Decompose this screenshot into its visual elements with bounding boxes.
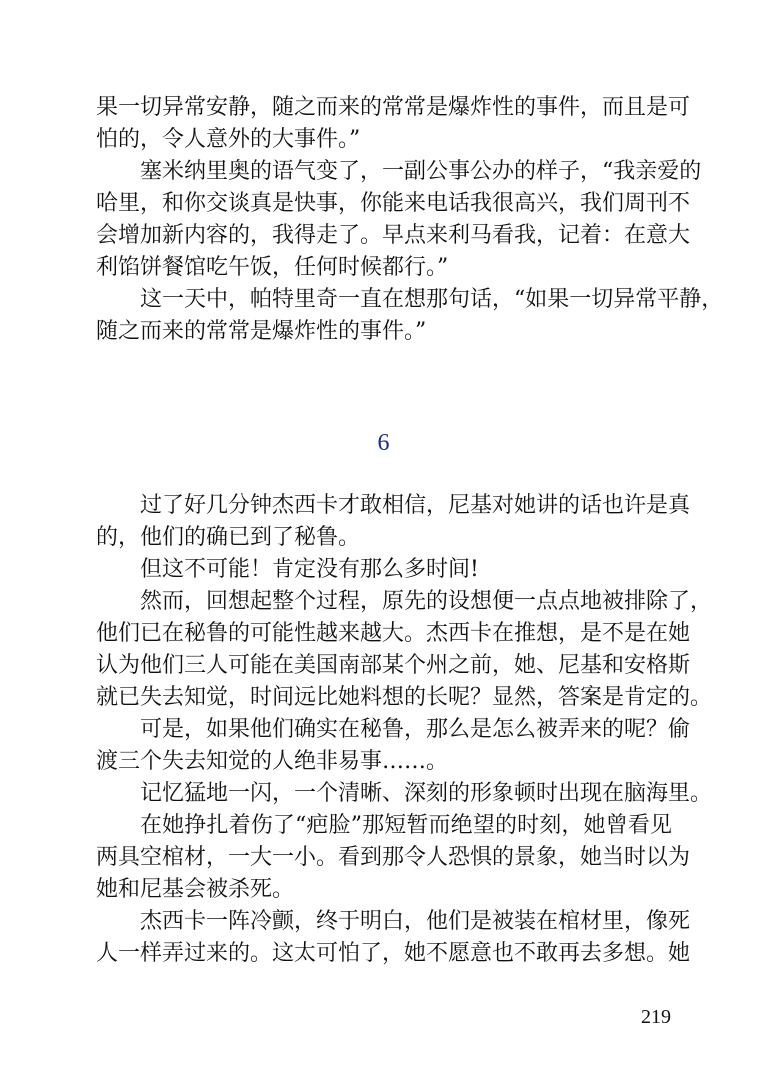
text-line: 的，他们的确已到了秘鲁。 xyxy=(96,525,361,550)
text-line: 人一样弄过来的。这太可怕了，她不愿意也不敢再去多想。她 xyxy=(96,941,691,966)
text-line: 在她挣扎着伤了“疤脸”那短暂而绝望的时刻，她曾看见 xyxy=(140,813,672,838)
text-line: 杰西卡一阵冷颤，终于明白，他们是被装在棺材里，像死 xyxy=(140,909,691,934)
page-text-bottom xyxy=(96,490,713,970)
text-line: 他们已在秘鲁的可能性越来越大。杰西卡在推想，是不是在她 xyxy=(96,621,691,646)
chapter-number: 6 xyxy=(377,430,390,456)
text-line: 哈里，和你交谈真是快事，你能来电话我很高兴，我们周刊不 xyxy=(96,191,691,216)
text-line: 可是，如果他们确实在秘鲁，那么是怎么被弄来的呢？偷 xyxy=(140,717,691,742)
page-number: 219 xyxy=(641,1006,671,1028)
text-line: 塞米纳里奥的语气变了，一副公事公办的样子，“我亲爱的 xyxy=(140,159,702,184)
text-line: 果一切异常安静，随之而来的常常是爆炸性的事件，而且是可 xyxy=(96,95,691,120)
text-line: 渡三个失去知觉的人绝非易事……。 xyxy=(96,749,449,774)
text-line: 过了好几分钟杰西卡才敢相信，尼基对她讲的话也许是真 xyxy=(140,493,691,518)
text-line: 然而，回想起整个过程，原先的设想便一点点地被排除了， xyxy=(140,589,713,614)
text-line: 这一天中，帕特里奇一直在想那句话，“如果一切异常平静， xyxy=(140,287,724,312)
text-line: 随之而来的常常是爆炸性的事件。” xyxy=(96,319,427,344)
text-line: 但这不可能！肯定没有那么多时间! xyxy=(140,557,479,582)
text-line: 怕的，令人意外的大事件。” xyxy=(96,127,361,152)
text-line: 她和尼基会被杀死。 xyxy=(96,877,295,902)
text-line: 就已失去知觉，时间远比她料想的长呢？显然，答案是肯定的。 xyxy=(96,685,713,710)
text-line: 利馅饼餐馆吃午饭，任何时候都行。” xyxy=(96,255,449,280)
page-text-top xyxy=(96,92,724,348)
text-line: 记忆猛地一闪，一个清晰、深刻的形象顿时出现在脑海里。 xyxy=(140,781,713,806)
text-line: 认为他们三人可能在美国南部某个州之前，她、尼基和安格斯 xyxy=(96,653,691,678)
text-line: 两具空棺材，一大一小。看到那令人恐惧的景象，她当时以为 xyxy=(96,845,691,870)
text-line: 会增加新内容的，我得走了。早点来利马看我，记着：在意大 xyxy=(96,223,691,248)
